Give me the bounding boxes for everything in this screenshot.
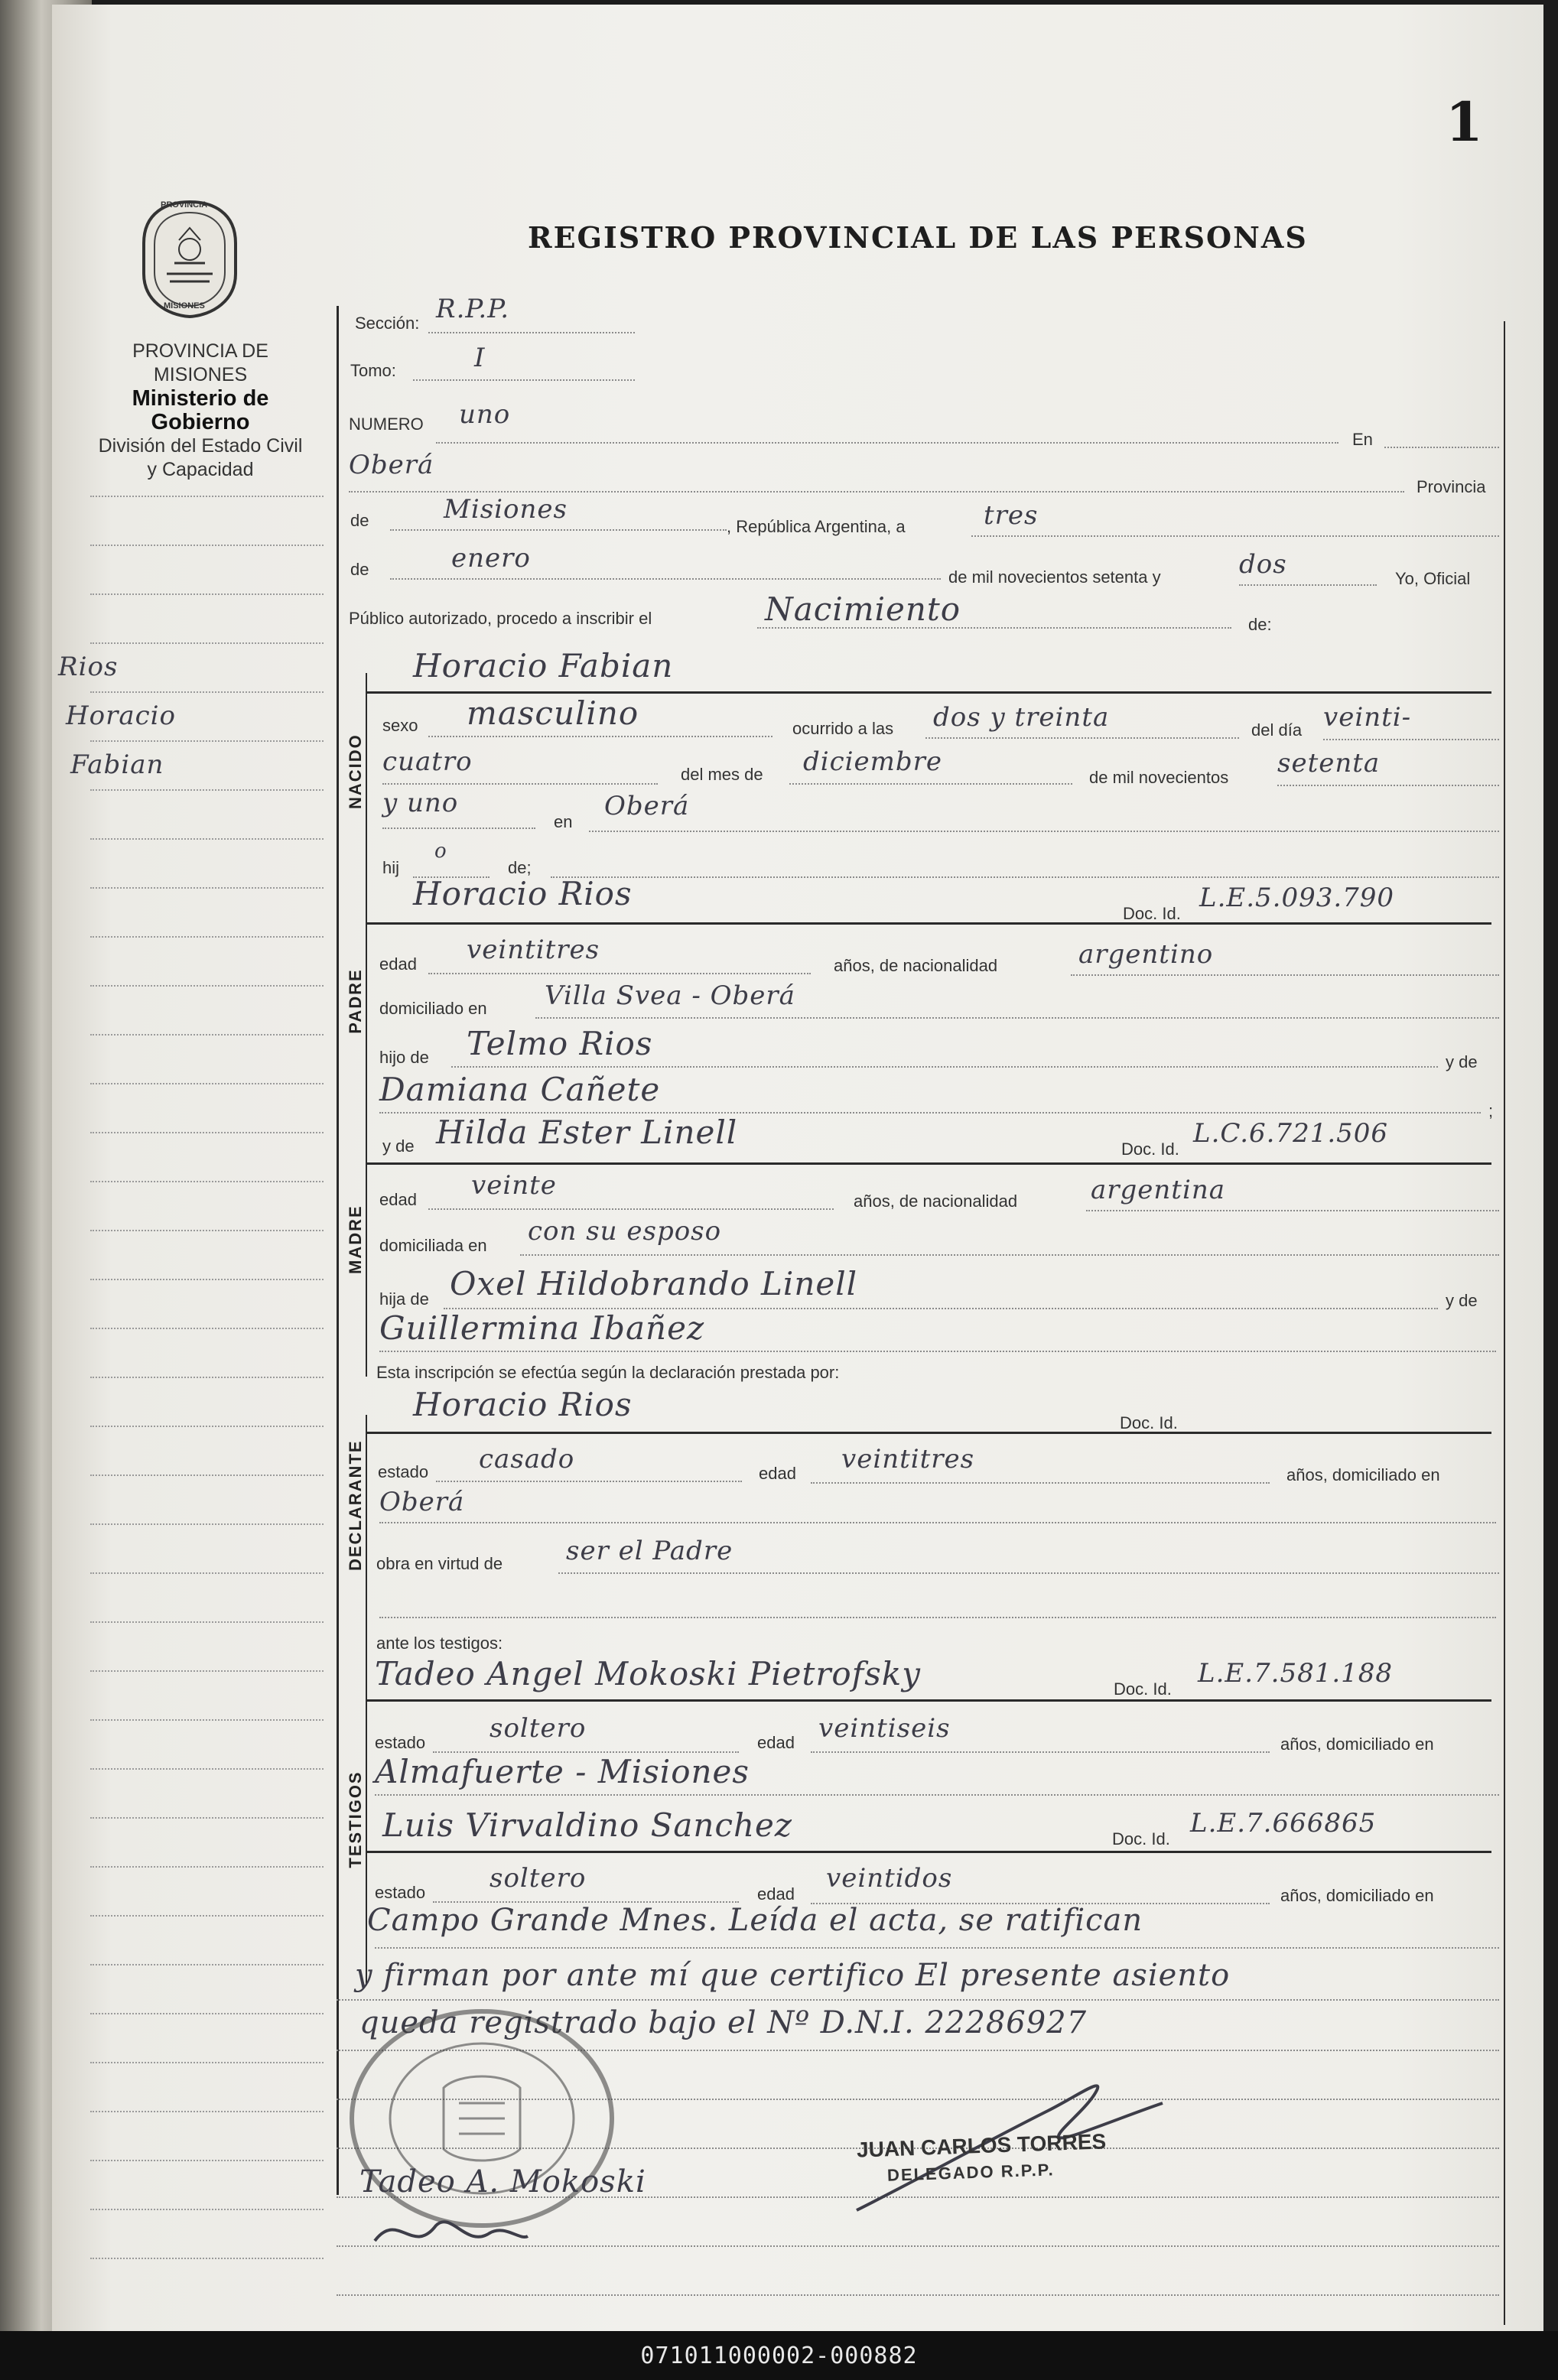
signature-testigo: Tadeo A. Mokoski — [359, 2164, 646, 2200]
label-declarante-anos-dom: años, domiciliado en — [1286, 1465, 1440, 1484]
value-madre-nac: argentina — [1091, 1175, 1226, 1205]
value-testigo1-edad: veintiseis — [818, 1713, 951, 1744]
label-hij: hij — [382, 858, 400, 877]
value-tomo: I — [474, 343, 486, 373]
value-testigo2-edad: veintidos — [826, 1863, 953, 1894]
label-republica: , República Argentina, a — [727, 517, 906, 536]
label-padre-hijo-de: hijo de — [379, 1048, 429, 1067]
value-acto: Nacimiento — [765, 590, 961, 628]
value-hora: dos y treinta — [933, 702, 1110, 733]
seal-text-bottom: MISIONES — [164, 301, 205, 311]
value-declarante-obra: ser el Padre — [566, 1536, 733, 1566]
seal-text-top: PROVINCIA — [161, 200, 208, 210]
value-hij-suffix: o — [434, 840, 447, 863]
value-padre-doc: L.E.5.093.790 — [1199, 883, 1395, 913]
declarante-top-rule — [367, 1432, 1491, 1434]
testigo2-rule — [367, 1851, 1491, 1853]
value-provincia: Misiones — [444, 494, 568, 525]
label-numero: NUMERO — [349, 415, 424, 434]
value-numero: uno — [459, 399, 511, 430]
issuer-province: PROVINCIA DE MISIONES — [132, 340, 268, 385]
value-dia-nac-2: cuatro — [382, 746, 473, 777]
value-madre-doc: L.C.6.721.506 — [1193, 1118, 1389, 1149]
signature-scribble-icon — [367, 2203, 535, 2268]
label-testigo1-doc: Doc. Id. — [1114, 1679, 1172, 1699]
label-madre-nac: años, de nacionalidad — [854, 1192, 1018, 1211]
label-madre-hija-de: hija de — [379, 1289, 429, 1309]
label-madre-edad: edad — [379, 1190, 417, 1209]
nacido-top-rule — [367, 691, 1491, 694]
value-padre-dom: Villa Svea - Oberá — [545, 980, 795, 1011]
label-declarante-edad: edad — [759, 1464, 796, 1483]
scan-id: 071011000002-000882 — [640, 2342, 918, 2369]
value-madre-dom: con su esposo — [528, 1216, 722, 1247]
label-sexo: sexo — [382, 716, 418, 735]
value-padre-nac: argentino — [1078, 939, 1214, 970]
value-declarante-estado: casado — [479, 1444, 575, 1474]
label-en: En — [1352, 430, 1373, 449]
label-madre-y-de: y de — [1446, 1291, 1478, 1310]
label-testigo1-edad: edad — [757, 1733, 795, 1752]
label-declarante-doc: Doc. Id. — [1120, 1413, 1178, 1432]
label-de-colon: de: — [1248, 615, 1272, 634]
official-title: DELEGADO R.P.P. — [886, 2160, 1055, 2185]
value-padre-edad: veintitres — [467, 935, 600, 965]
label-ocurrido: ocurrido a las — [792, 719, 894, 738]
value-padre-hijo-de-2: Damiana Cañete — [379, 1071, 661, 1108]
closing-line-2: queda registrado bajo el Nº D.N.I. 22286927 — [359, 2005, 1088, 2040]
padre-top-rule — [367, 922, 1491, 925]
value-madre-nombre: Hilda Ester Linell — [436, 1114, 738, 1151]
section-testigos: TESTIGOS — [346, 1770, 365, 1868]
label-obra: obra en virtud de — [376, 1554, 503, 1573]
margin-note-first-name: Horacio — [66, 701, 177, 731]
label-testigo2-anos-dom: años, domiciliado en — [1280, 1886, 1434, 1905]
value-seccion: R.P.P. — [436, 294, 509, 324]
label-testigo1-estado: estado — [375, 1733, 426, 1752]
value-declarante: Horacio Rios — [413, 1386, 633, 1423]
value-declarante-dom: Oberá — [379, 1487, 465, 1517]
value-testigo2-dom: Campo Grande Mnes. Leída el acta, se ratifican — [367, 1903, 1143, 1938]
scan-footer — [0, 2331, 1558, 2380]
label-del-mes: del mes de — [681, 765, 763, 784]
value-dia-nac-1: veinti- — [1323, 702, 1412, 733]
value-testigo2-doc: L.E.7.666865 — [1190, 1808, 1377, 1839]
label-testigo2-estado: estado — [375, 1883, 426, 1902]
section-declarante: DECLARANTE — [346, 1439, 365, 1571]
value-testigo1-dom: Almafuerte - Misiones — [375, 1753, 750, 1790]
label-tomo: Tomo: — [350, 361, 396, 380]
value-padre-nombre: Horacio Rios — [413, 875, 633, 912]
value-madre-hija-de-2: Guillermina Ibañez — [379, 1309, 705, 1347]
testigos-top-rule — [367, 1699, 1491, 1702]
label-testigo1-anos-dom: años, domiciliado en — [1280, 1735, 1434, 1754]
label-ante-testigos: ante los testigos: — [376, 1634, 503, 1653]
form-right-border — [1504, 321, 1505, 2325]
label-esta-inscripcion: Esta inscripción se efectúa según la declaración prestada por: — [376, 1363, 840, 1382]
label-en-2: en — [554, 812, 573, 831]
label-de-mil-2: de mil novecientos — [1089, 768, 1229, 787]
value-lugar: Oberá — [349, 450, 434, 480]
value-mes: enero — [451, 543, 531, 574]
value-madre-hija-de: Oxel Hildobrando Linell — [450, 1265, 858, 1302]
value-sexo: masculino — [467, 694, 639, 732]
label-del-dia: del día — [1251, 720, 1303, 740]
official-name: JUAN CARLOS TORRES — [856, 2129, 1107, 2162]
label-testigo2-edad: edad — [757, 1884, 795, 1904]
value-testigo2: Luis Virvaldino Sanchez — [382, 1806, 793, 1844]
value-lugar-nac: Oberá — [604, 791, 690, 821]
label-de-1: de — [350, 511, 369, 530]
value-anio-nac-2: y uno — [382, 788, 459, 818]
label-publico: Público autorizado, procedo a inscribir el — [349, 609, 652, 628]
label-seccion: Sección: — [355, 314, 420, 333]
section-madre: MADRE — [346, 1205, 365, 1274]
label-padre-semicolon: ; — [1488, 1101, 1494, 1120]
section-padre: PADRE — [346, 968, 365, 1034]
margin-note-surname: Rios — [58, 652, 119, 682]
value-declarante-edad: veintitres — [841, 1444, 975, 1474]
issuer-ministry: Ministerio de Gobierno — [132, 386, 269, 434]
label-de-mil: de mil novecientos setenta y — [948, 567, 1161, 587]
value-dia: tres — [984, 500, 1039, 531]
label-provincia: Provincia — [1417, 477, 1486, 496]
label-de-2: de — [350, 560, 369, 579]
label-madre-y-de: y de — [382, 1136, 415, 1156]
value-madre-edad: veinte — [471, 1170, 557, 1201]
label-padre-doc: Doc. Id. — [1123, 904, 1181, 923]
value-mes-nac: diciembre — [803, 746, 943, 777]
value-padre-hijo-de: Telmo Rios — [467, 1025, 653, 1062]
value-testigo1-estado: soltero — [490, 1713, 587, 1744]
issuer-division: División del Estado Civil — [98, 435, 303, 457]
label-de-semi: de; — [508, 858, 532, 877]
value-testigo1-doc: L.E.7.581.188 — [1198, 1658, 1394, 1689]
value-nombre-nacido: Horacio Fabian — [413, 647, 674, 684]
label-padre-nac: años, de nacionalidad — [834, 956, 998, 975]
label-yo-oficial: Yo, Oficial — [1395, 569, 1471, 588]
label-madre-doc: Doc. Id. — [1121, 1140, 1179, 1159]
form-left-border — [337, 306, 339, 2195]
value-testigo2-estado: soltero — [490, 1863, 587, 1894]
issuer-division-2: y Capacidad — [147, 459, 254, 480]
value-anio: dos — [1239, 549, 1287, 580]
label-testigo2-doc: Doc. Id. — [1112, 1829, 1170, 1848]
issuer-block — [86, 340, 315, 482]
label-padre-y-de: y de — [1446, 1052, 1478, 1071]
margin-note-second-name: Fabian — [70, 749, 164, 780]
label-madre-dom: domiciliada en — [379, 1236, 487, 1255]
section-nacido: NACIDO — [346, 733, 365, 809]
closing-line-1: y firman por ante mí que certifico El presente asiento — [355, 1958, 1231, 1993]
label-declarante-estado: estado — [378, 1462, 429, 1481]
madre-top-rule — [367, 1162, 1491, 1165]
page-number: 1 — [1446, 90, 1483, 154]
label-padre-edad: edad — [379, 954, 417, 974]
value-anio-nac-1: setenta — [1277, 748, 1381, 779]
page-title: REGISTRO PROVINCIAL DE LAS PERSONAS — [528, 220, 1308, 255]
label-padre-dom: domiciliado en — [379, 999, 487, 1018]
value-testigo1: Tadeo Angel Mokoski Pietrofsky — [375, 1655, 921, 1692]
